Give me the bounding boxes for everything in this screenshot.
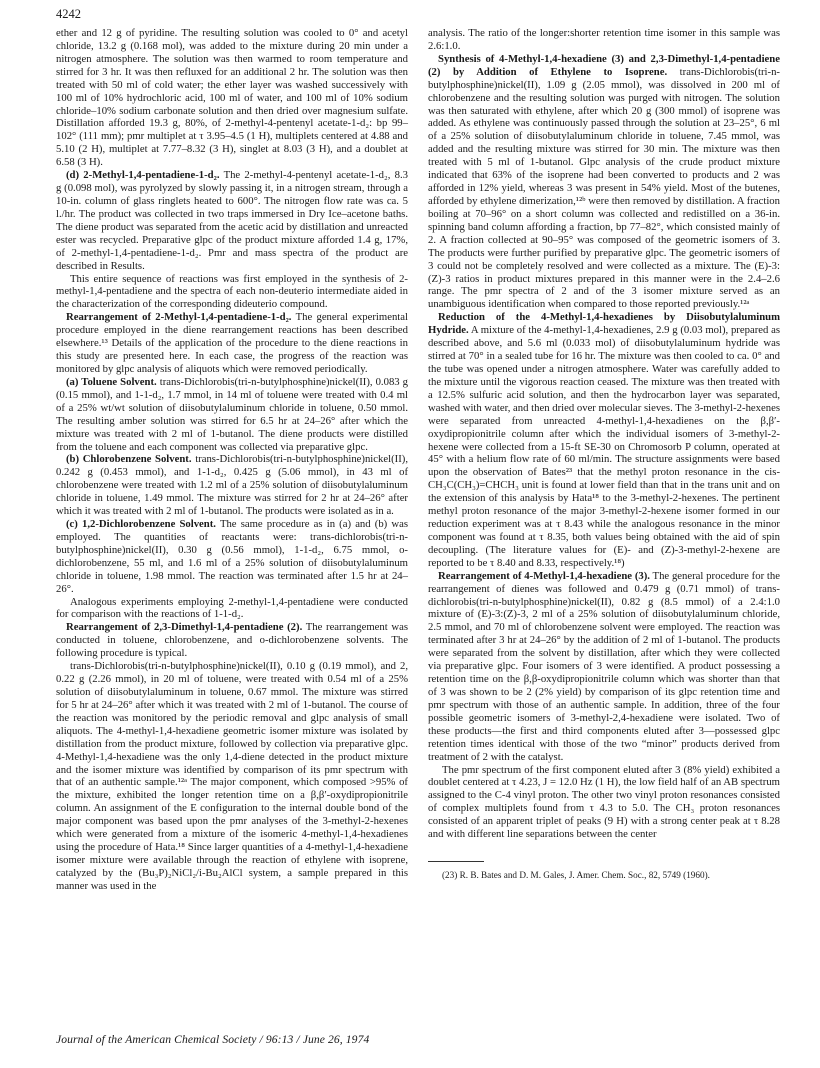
paragraph-text: This entire sequence of reactions was first employed in the synthesis of 2-methyl-1,4-pentadiene and the spectra of each non-deuterio intermediate aided in the characterization of the corresponding dideuterio compound. <box>56 272 408 311</box>
paragraph-text: analysis. The ratio of the longer:shorter retention time isomer in this sample was 2.6:1.0. <box>428 27 780 52</box>
section-heading: Synthesis of 4-Methyl-1,4-hexadiene (3) and 2,3-Dimethyl-1,4-pentadiene (2) by Addition of Ethylene to Isoprene. <box>428 52 780 78</box>
page-number: 4242 <box>56 7 81 21</box>
paragraph <box>428 53 780 311</box>
paragraph-text: A mixture of the 4-methyl-1,4-hexadienes, 2.9 g (0.03 mol), prepared as described above, and 5.6 ml (0.033 mol) of diisobutylaluminum hydride was stirred at 70° in a sealed tube for 16 hr. The mixture was then cooled to ca. 0° and the tube was opened under a nitrogen atmosphere. Water was carefully added to the mixture until the vigorous reaction ceased. The mixture was then treated with a 12.5% sulfuric acid solution, and then the hydrocarbon layer was separated, washed with water, and then dried over molecular sieves. The 3-methyl-2-hexenes were separated from unreacted 4-methyl-1,4-hexadienes on the β,β′-oxydipropionitrile column after which the individual isomers of 3-methyl-2-hexene were collected from a 15-ft SE-30 on Chromosorb P column, operated at 45° with a helium flow rate of 60 ml/min. The structure assignments were based upon the observation of Bates²³ that the methyl proton resonance in the cis-CH₃C(CH₃)=CHCH₃ unit is found at lower field than that in the trans unit and on the extension of this analysis by Hata¹⁸ to the 3-methyl-2-hexenes. The pertinent methyl proton resonance of the major 3-methyl-2-hexene isomer formed in our reduction experiment was at τ 8.43 while the analogous resonance in the minor component was found at τ 8.35, both values being obtained with the aid of spin decoupling. (The literature values for (E)- and (Z)-3-methyl-2-hexene are reported to be τ 8.40 and 8.33, respectively.¹⁸) <box>428 324 780 569</box>
paragraph <box>56 660 408 893</box>
paragraph <box>56 169 408 272</box>
paragraph-text: trans-Dichlorobis(tri-n-butylphosphine)nickel(II), 1.09 g (2.05 mmol), was dissolved in 200 ml of chlorobenzene and the resulting solution was purged with nitrogen. The solution was then saturated with ethylene, after which 20 g (300 mmol) of isoprene was added. As ethylene was continuously passed through the solution at 23–25°, 6 ml of a 25% solution of diisobutylaluminum chloride in toluene, 7.45 mmol, was added and the resulting mixture was stirred for 30 min. The mixture was then treated with 5 ml of 1-butanol. Glpc analysis of the crude product mixture indicated that 63% of the isoprene had been converted to products and 2 was afforded in 12% yield, whereas 3 was present in 54% yield. Most of the butenes, afforded by ethylene dimerization,¹²ᵇ were then removed by distillation. A fraction boiling at 70–96° on a short column was collected and redistilled on a 36-in. spinning band column affording a fraction, bp 77–82°, which consisted mainly of 2. A fraction collected at 90–95° was composed of the geometric isomers of 3. The products were further purified by preparative glpc. The geometric isomers of 3 could not be completely resolved and were collected as a mixture. The (E)-3:(Z)-3 ratios in product mixtures prepared in this manner were in the 2.4–2.6 range. The pmr spectra of 2 and of the 3 isomer mixture served as an unambiguous identification when compared to those reported previously.¹²ᵃ <box>428 65 780 311</box>
paragraph <box>428 311 780 569</box>
paragraph <box>428 27 780 53</box>
paragraph <box>56 518 408 596</box>
paragraph <box>428 764 780 842</box>
section-heading: (d) 2-Methyl-1,4-pentadiene-1-d₂. <box>66 169 220 182</box>
right-column <box>428 27 780 881</box>
paragraph-text: ether and 12 g of pyridine. The resulting solution was cooled to 0° and acetyl chloride, 13.2 g (0.168 mol), was added to the mixture during 20 min under a nitrogen atmosphere. The solution was then warmed to room temperature and stirred for 3 hr. It was then refluxed for an additional 2 hr. The solution was then treated with 50 ml of cold water; the ether layer was washed successively with 100 ml of 10% hydrochloric acid, 100 ml of water, and 100 ml of 10% sodium chloride–10% sodium carbonate solution and then dried over magnesium sulfate. Distillation afforded 19.3 g, 80%, of 2-methyl-4-pentenyl acetate-1-d₂: bp 99–102° (111 mm); pmr multiplet at τ 3.95–4.5 (1 H), multiplets centered at 4.88 and 5.10 (2 H), multiplet at 7.77–8.32 (3 H), singlet at 8.03 (3 H), and a doublet at 6.58 (3 H). <box>56 27 408 169</box>
paragraph-text: trans-Dichlorobis(tri-n-butylphosphine)nickel(II), 0.242 g (0.453 mmol), and 1-1-d₂, 0.425 g (5.06 mmol), in 43 ml of chlorobenzene were treated with 1.2 ml of a 25% solution of diisobutylaluminum chloride in toluene, 1.49 mmol. The mixture was stirred for 2 hr at 24–26° after which it was treated with 2 ml of 1-butanol. The products were isolated as in a. <box>56 453 408 518</box>
paragraph-text: The rearrangement was conducted in toluene, chlorobenzene, and o-dichlorobenzene solvents. The following procedure is typical. <box>56 621 408 660</box>
paragraph-text: trans-Dichlorobis(tri-n-butylphosphine)nickel(II), 0.10 g (0.19 mmol), and 2, 0.22 g (2.26 mmol), in 20 ml of toluene, were treated with 0.54 ml of a 25% solution of diisobutylaluminum in toluene, 0.67 mmol. The mixture was stirred for 5 hr at 24–26° after which it was treated with 2 ml of 1-butanol. The course of the reaction was monitored by the periodic removal and glpc analysis of small aliquots. The 4-methyl-1,4-hexadiene geometric isomer mixture was isolated by distillation from the product mixture, followed by collection via preparative glpc. 4-Methyl-1,4-hexadiene was the only 1,4-diene detected in the product mixture and the isomer mixture was identified by comparison of its pmr spectrum with that of an authentic sample.¹²ᵃ The major component, which composed >95% of the mixture, exhibited the longer retention time on a β,β′-oxydipropionitrile column. An assignment of the E configuration to the internal double bond of the major component was based upon the pmr analyses of the 3-methyl-2-hexenes which were generated from a mixture of the isomeric 4-methyl-1,4-hexadienes using the procedure of Hata.¹⁸ Since larger quantities of a 4-methyl-1,4-hexadiene isomer mixture were available through the reaction of ethylene with isoprene, catalyzed by the (Bu₃P)₂NiCl₂/i-Bu₂AlCl system, a sample prepared in this manner was used in the <box>56 660 408 892</box>
paragraph-text: The pmr spectrum of the first component eluted after 3 (8% yield) exhibited a doublet centered at τ 4.23, J = 12.0 Hz (1 H), the low field half of an AB spectrum assigned to the C-4 vinyl proton. The other two vinyl proton resonances consisted of complex multiplets found from τ 4.3 to 5.0. The CH₃ proton resonances consisted of an apparent triplet of peaks (9 H) with a strong center peak at τ 8.28 and with different line separations between the center <box>428 763 780 841</box>
paragraph <box>56 27 408 169</box>
section-heading: (b) Chlorobenzene Solvent. <box>66 453 192 466</box>
paragraph <box>56 376 408 454</box>
paragraph <box>56 273 408 312</box>
section-heading: (a) Toluene Solvent. <box>66 375 157 388</box>
paragraph <box>56 453 408 518</box>
paragraph-text: The general procedure for the rearrangement of dienes was followed and 0.479 g (0.71 mmol) of trans-dichlorobis(tri-n-butylphosphine)nickel(II), 0.82 g (8.5 mmol) of a 2.4:1.0 mixture of (E)-3:(Z)-3, 2 ml of a 25% solution of diisobutylaluminum chloride, 2.5 mmol, and 70 ml of chlorobenzene solvent were employed. The reaction was terminated after 3 hr at 24–26° by the addition of 2 ml of 1-butanol. The products were separated from the solvent by distillation, after which they were collected via preparative glpc. Four isomers of 3 were identified. A product possessing a retention time on the β,β-oxydipropionitrile column which was shorter than that of 3 was shown to be 2 (2% yield) by comparison of its glpc retention time and pmr spectrum with those of an authentic sample. In addition, three of the four possible geometric isomers of 3-methyl-2,4-hexadiene were isolated. Two of these products—the first and third components eluted after 3—possessed glpc retention times identical with those of the two “minor” products derived from treatment of 2 with the catalyst. <box>428 569 780 763</box>
paragraph-text: Analogous experiments employing 2-methyl-1,4-pentadiene were conducted for comparison with the reactions of 1-1-d₂. <box>56 595 408 621</box>
journal-footer: Journal of the American Chemical Society / 96:13 / June 26, 1974 <box>56 1033 370 1046</box>
paragraph-text: The 2-methyl-4-pentenyl acetate-1-d₂, 8.3 g (0.098 mol), was pyrolyzed by slowly passing it, in a nitrogen stream, through a 10-in. column of glass ringlets heated to 600°. The nitrogen flow rate was ca. 5 l./hr. The product was collected in two traps immersed in Dry Ice–acetone baths. The diene product was separated from the acetic acid by distillation and unreacted ester was recycled. Preparative glpc of the product mixture afforded 1.4 g, 17%, of 2-methyl-1,4-pentadiene-1-d₂. Pmr and mass spectra of the product are described in Results. <box>56 169 408 272</box>
left-column <box>56 27 408 893</box>
section-heading: Rearrangement of 2,3-Dimethyl-1,4-pentadiene (2). <box>66 621 303 634</box>
footnote: (23) R. B. Bates and D. M. Gales, J. Amer. Chem. Soc., 82, 5749 (1960). <box>442 870 710 881</box>
paragraph <box>56 621 408 660</box>
footnote-divider <box>428 861 484 862</box>
paragraph <box>56 311 408 376</box>
section-heading: (c) 1,2-Dichlorobenzene Solvent. <box>66 518 216 531</box>
paragraph <box>56 596 408 622</box>
paragraph-text: trans-Dichlorobis(tri-n-butylphosphine)nickel(II), 0.083 g (0.15 mmol), and 1-1-d₂, 1.7 mmol, in 14 ml of toluene were treated with 0.4 ml of a 25% wt/wt solution of diisobutylaluminum chloride in toluene, 0.50 mmol. The resulting amber solution was stirred for 6.5 hr at 24–26° after which the mixture was treated with 2 ml of 1-butanol. The diene products were distilled from the toluene and each component was collected via preparative glpc. <box>56 375 409 453</box>
paragraph-text: The same procedure as in (a) and (b) was employed. The quantities of reactants were: trans-dichlorobis(tri-n-butylphosphine)nickel(II), 0.30 g (0.56 mmol), 1-1-d₂, 6.75 mmol, o-dichlorobenzene, 55 ml, and 1.6 ml of a 25% solution of diisobutylaluminum chloride in toluene, 1.98 mmol. The reaction was terminated after 1.5 hr at 24–26°. <box>56 518 408 595</box>
section-heading: Reduction of the 4-Methyl-1,4-hexadienes by Diisobutylaluminum Hydride. <box>428 311 780 337</box>
paragraph-text: The general experimental procedure employed in the diene rearrangement reactions has been described elsewhere.¹³ Details of the application of the procedure to the diene reactions in this study are presented here. In each case, the progress of the reaction was monitored by glpc analysis of aliquots which were removed periodically. <box>56 311 408 375</box>
section-heading: Rearrangement of 4-Methyl-1,4-hexadiene (3). <box>438 569 650 582</box>
section-heading: Rearrangement of 2-Methyl-1,4-pentadiene-1-d₂. <box>66 311 292 324</box>
paragraph <box>428 570 780 764</box>
